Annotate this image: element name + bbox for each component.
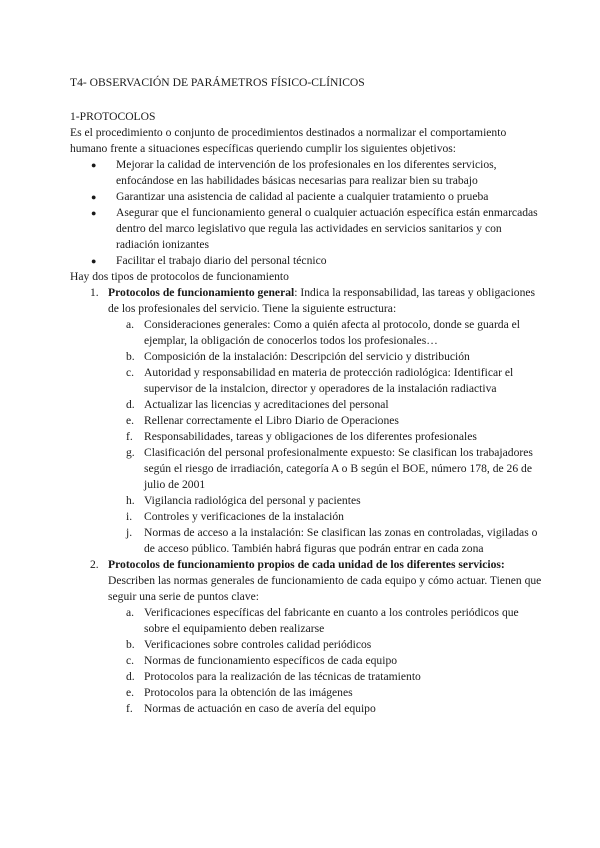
list-item xyxy=(126,509,544,525)
list-item-text: Consideraciones generales: Como a quién afecta al protocolo, donde se guarda el ejemplar, la obligación de conocerlos todos los profesionales… xyxy=(144,318,521,347)
list-item-letter: f. xyxy=(126,430,133,443)
list-item-text: Rellenar correctamente el Libro Diario de Operaciones xyxy=(144,414,399,427)
objectives-list xyxy=(70,157,544,269)
section-intro: Es el procedimiento o conjunto de procedimientos destinados a normalizar el comportamiento humano frente a situaciones específicas queriendo cumplir los siguientes objetivos: xyxy=(70,126,507,155)
list-item-letter: g. xyxy=(126,446,135,459)
list-item xyxy=(126,445,544,493)
list-item-letter: c. xyxy=(126,654,135,667)
protocol-type-unit xyxy=(90,557,544,717)
list-item-letter: h. xyxy=(126,494,135,507)
objective-item: ● Garantizar una asistencia de calidad al paciente a cualquier tratamiento o prueba xyxy=(90,189,544,205)
section-heading: 1-PROTOCOLOS xyxy=(70,110,156,123)
list-item-text: Protocolos para la obtención de las imágenes xyxy=(144,686,353,699)
list-item-letter: b. xyxy=(126,350,135,363)
list-item-text: Composición de la instalación: Descripción del servicio y distribución xyxy=(144,350,470,363)
list-item xyxy=(126,349,544,365)
list-item-letter: i. xyxy=(126,510,133,523)
list-item xyxy=(126,365,544,397)
list-item-text: Controles y verificaciones de la instalación xyxy=(144,510,344,523)
list-item xyxy=(126,701,544,717)
list-item-letter: a. xyxy=(126,318,135,331)
list-item xyxy=(126,637,544,653)
protocol-types-list xyxy=(70,285,544,717)
list-item xyxy=(126,685,544,701)
protocol-type-description: : Indica la responsabilidad, las tareas y obligaciones de los profesionales del servicio. Tiene la siguiente estructura: xyxy=(108,286,536,315)
list-item xyxy=(126,317,544,349)
list-item xyxy=(126,653,544,669)
list-item-text: Clasificación del personal profesionalmente expuesto: Se clasifican los trabajadores según el riesgo de irradiación, categoría A o B según el BOE, número 178, de 26 de julio de 2001 xyxy=(144,446,533,491)
list-item-letter: c. xyxy=(126,366,135,379)
list-item xyxy=(126,493,544,509)
list-item-text: Normas de acceso a la instalación: Se clasifican las zonas en controladas, vigiladas o de acceso público. También habrá figuras que podrán entrar en cada zona xyxy=(144,526,538,555)
list-item xyxy=(126,413,544,429)
document-title: T4- OBSERVACIÓN DE PARÁMETROS FÍSICO-CLÍNICOS xyxy=(70,76,365,89)
objective-item: ● Mejorar la calidad de intervención de los profesionales en los diferentes servicios, enfocándose en las habilidades básicas necesarias para realizar bien su trabajo xyxy=(90,157,544,189)
unit-key-points-list xyxy=(108,605,544,717)
list-item-text: Verificaciones específicas del fabricante en cuanto a los controles periódicos que sobre el equipamiento deben realizarse xyxy=(144,606,519,635)
objective-item: ● Facilitar el trabajo diario del personal técnico xyxy=(90,253,544,269)
list-item-text: Vigilancia radiológica del personal y pacientes xyxy=(144,494,361,507)
list-item-text: Responsabilidades, tareas y obligaciones de los diferentes profesionales xyxy=(144,430,477,443)
list-item xyxy=(126,669,544,685)
protocol-type-title: Protocolos de funcionamiento propios de cada unidad de los diferentes servicios: xyxy=(108,558,505,571)
list-item-letter: a. xyxy=(126,606,135,619)
list-item-text: Normas de funcionamiento específicos de cada equipo xyxy=(144,654,398,667)
list-item-text: Protocolos para la realización de las técnicas de tratamiento xyxy=(144,670,421,683)
list-item-letter: d. xyxy=(126,670,135,683)
list-item-letter: d. xyxy=(126,398,135,411)
list-item xyxy=(126,605,544,637)
list-item-letter: b. xyxy=(126,638,135,651)
protocol-type-number: 2. xyxy=(90,558,99,571)
protocol-type-number: 1. xyxy=(90,286,99,299)
protocol-type-general xyxy=(90,285,544,557)
general-structure-list xyxy=(108,317,544,557)
protocol-type-title: Protocolos de funcionamiento general xyxy=(108,286,295,299)
list-item-text: Actualizar las licencias y acreditaciones del personal xyxy=(144,398,389,411)
list-item-text: Normas de actuación en caso de avería del equipo xyxy=(144,702,376,715)
protocol-type-description: Describen las normas generales de funcionamiento de cada equipo y cómo actuar. Tienen que seguir una serie de puntos clave: xyxy=(108,574,542,603)
list-item xyxy=(126,525,544,557)
list-item xyxy=(126,397,544,413)
list-item-letter: j. xyxy=(126,526,133,539)
objective-item: ● Asegurar que el funcionamiento general o cualquier actuación específica están enmarcadas dentro del marco legislativo que regula las actividades en servicios sanitarios y con radiación ionizantes xyxy=(90,205,544,253)
list-item xyxy=(126,429,544,445)
list-item-text: Autoridad y responsabilidad en materia de protección radiológica: Identificar el supervisor de la instalcion, director y operadores de la instalación radiactiva xyxy=(144,366,514,395)
list-item-text: Verificaciones sobre controles calidad periódicos xyxy=(144,638,372,651)
list-item-letter: e. xyxy=(126,414,135,427)
list-item-letter: f. xyxy=(126,702,133,715)
types-intro: Hay dos tipos de protocolos de funcionamiento xyxy=(70,270,289,283)
list-item-letter: e. xyxy=(126,686,135,699)
